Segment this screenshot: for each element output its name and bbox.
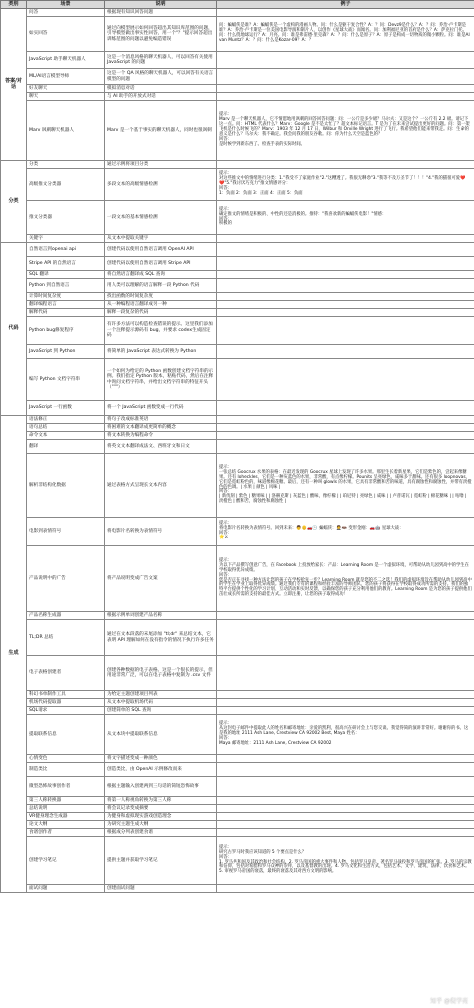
example-line: 一张总结 Goocrux 水果的表格：在最近发现的 Goocrux 星球上发现了许多水果。那里生长着新星果，它们是紫色的，尝起来像糖果。还有 loheckles，它们是一种灰蓝色的水果，非常酸，有点像柠檬。Pounits 呈亮绿色，咸味多于甜味。还有很多 loopnovas，它们是霓虹粉色的，味道像棉花糖。最后，还有一种叫 glowls 的水果，它具有非常酸和苦的味道，具有腐蚀性和腐蚀性，并带有淡橙色的色调。| 水果 | 颜色 | 风味 | [219, 469, 472, 490]
example-line: 提示： [219, 557, 232, 563]
description-cell: 为研究主题生成大纲 [105, 821, 217, 829]
table-row [1, 85, 474, 93]
category-cell: 分类 [1, 161, 27, 243]
description-cell: 将文字描述变成一种颜色 [105, 755, 217, 763]
example-cell [217, 201, 474, 235]
example-line: 为以下产品撰写创意广告，在 Facebook 上投放给家长：产品：Learning Room 是一个虚拟环境，可帮助从幼儿园到高中的学生在学校取得优异成绩。 [219, 562, 469, 573]
example-cell [217, 837, 474, 885]
scene-cell: Marv 讽刺聊天机器人 [27, 101, 105, 161]
table-body [1, 9, 474, 893]
scene-cell: 产品名称生成器 [27, 612, 105, 620]
example-cell [217, 69, 474, 85]
scene-cell: 如实回答 [27, 17, 105, 52]
example-line: 将电影片名转换为表情符号。回到未来：👨👴🚗🕒 蝙蝠侠：🤵🦇 变形金刚：🚗🤖 星球大战： [219, 525, 404, 531]
table-row [1, 257, 474, 271]
scene-cell: JavaScript 到 Python [27, 345, 105, 359]
example-line: 回答： [219, 572, 232, 578]
example-line: 研究古罗马时我应该知道的 5 个要点是什么？ [219, 849, 307, 855]
description-cell: 创建各种数据的电子表格。这是一个很长的提示，但用途非常广泛，可以在电子表格中复制为 .csv 文件 [105, 656, 217, 691]
description-cell: 将一个 JavaScript 函数变成一行代码 [105, 401, 217, 416]
example-cell [217, 813, 474, 821]
scene-cell: 科幻书单制作工具 [27, 691, 105, 699]
table-row [1, 101, 474, 161]
table-row [1, 93, 474, 101]
category-cell: 生成 [1, 416, 27, 893]
description-cell: Marv 是一个基于事实的聊天机器人，同时也很讽刺 [105, 101, 217, 161]
description-cell: 根据现有知识回答问题 [105, 9, 217, 17]
table-row [1, 401, 474, 416]
description-cell: 将句子改成标准英语 [105, 416, 217, 424]
scene-cell: 计算时间复杂度 [27, 293, 105, 301]
example-cell [217, 755, 474, 763]
description-cell: 将电影片名转换为表情符号 [105, 518, 217, 546]
scene-cell: 语句总结 [27, 424, 105, 432]
scene-cell: 面试问题 [27, 885, 105, 893]
example-line: 是时候学到新东西了。检查手表的实际时间。 [219, 141, 305, 147]
example-cell [217, 416, 474, 424]
scene-cell: 高级推文分类器 [27, 169, 105, 201]
description-cell: 这是一个 QA 风格的聊天机器人，可以回答有关语言模型的问题 [105, 69, 217, 85]
description-cell: 将产品说明变成广告文案 [105, 546, 217, 612]
description-cell: 创建简单的 SQL 查询 [105, 707, 217, 715]
example-cell [217, 293, 474, 301]
example-line: 您是否正在寻找一种方法让您的孩子在学校抢先一步？Learning Room 就是您的不二之选！我们的虚拟环境旨在帮助从幼儿园到高中的学生在学业上取得优异成绩。通过我们专有的课程和经验丰富的导师团队，您的孩子将获得在学校取得成功所需的支持。我们的独特平台提供个性化的学习计划、互动活动和实时反馈，以确保您的孩子充分利用他们的教育。Learning Room 是为您的孩子提供他们茁壮成长所需的支持的最佳方式。立即注册，让您的孩子取得成功！ [219, 577, 472, 598]
table-row [1, 432, 474, 440]
example-cell [217, 257, 474, 271]
example-line: 1. 罗马共和国及其政治和社会结构。2. 罗马帝国的重大事件和人物，包括罗马皇帝、著名罗马战役和罗马帝国的扩张。3. 罗马的宗教和信仰，包括对希腊和罗马众神的崇拜，以及基督教的出现。4. 罗马文化和生活方式，包括艺术、文学、建筑、法律、饮食和艺术。5. 审视罗马帝国的衰落，最终的衰落及其对西方文明的影响。 [219, 859, 472, 875]
example-cell [217, 345, 474, 359]
example-cell [217, 401, 474, 416]
table-row [1, 243, 474, 257]
description-cell: 从文本中提取机场代码 [105, 699, 217, 707]
description-cell: 提供主题并获取学习笔记 [105, 837, 217, 885]
example-cell [217, 432, 474, 440]
scene-cell: JavaScript 助手聊天机器人 [27, 52, 105, 69]
scene-cell: Python 到自然语言 [27, 279, 105, 293]
description-cell: 从文本块中提取联系信息 [105, 715, 217, 755]
table-row [1, 829, 474, 837]
description-cell: 创建代码以使用自然语言调用 Stripe API [105, 257, 217, 271]
scene-cell: 论文大纲 [27, 821, 105, 829]
description-cell: 将简单的 JavaScript 表达式转换为 Python [105, 345, 217, 359]
watermark: 知乎 @倪学亮 [430, 998, 468, 1005]
table-row [1, 813, 474, 821]
example-cell [217, 279, 474, 293]
example-line: 提示： [219, 464, 232, 470]
example-cell [217, 612, 474, 620]
description-cell: 从一种编程语言翻译成另一种 [105, 301, 217, 309]
category-cell: 答案/对话 [1, 9, 27, 161]
example-cell [217, 797, 474, 805]
scene-cell: 微型恐怖故事创作者 [27, 777, 105, 797]
description-cell: 模拟消息对话 [105, 85, 217, 93]
example-cell [217, 620, 474, 656]
example-line: 提示： [219, 112, 232, 118]
table-row [1, 777, 474, 797]
example-cell [217, 699, 474, 707]
category-cell: 代码 [1, 243, 27, 416]
table-row [1, 612, 474, 620]
header-example: 例子 [217, 1, 474, 9]
table-row [1, 17, 474, 52]
table-row [1, 345, 474, 359]
scene-cell: 电影到表情符号 [27, 518, 105, 546]
scene-cell: 提取联系信息 [27, 715, 105, 755]
description-cell: 为给定主题创建项目列表 [105, 691, 217, 699]
example-cell [217, 101, 474, 161]
example-cell [217, 715, 474, 755]
scene-cell: Python bug修复程序 [27, 317, 105, 345]
table-row [1, 301, 474, 309]
description-cell: 创造类比，由 OpenAI 示例修改而来 [105, 763, 217, 777]
scene-cell: 创建学习笔记 [27, 837, 105, 885]
description-cell: 从文本中提取关键字 [105, 235, 217, 243]
scene-cell: ML/AI语言模型导师 [27, 69, 105, 85]
scene-cell: 推文分类器 [27, 201, 105, 235]
example-line: ⭐️⚔ [219, 535, 229, 541]
example-cell [217, 518, 474, 546]
scene-cell: SQL 翻译 [27, 271, 105, 279]
scene-cell: 自然语言到openai api [27, 243, 105, 257]
scene-cell: 编写 Python 文档字符串 [27, 359, 105, 401]
header-category: 类别 [1, 1, 27, 9]
table-row [1, 293, 474, 301]
example-cell [217, 17, 474, 52]
description-cell: 通过向模型展示如何回答超出其知识库范围的问题，引导模型做出事实性回答，用一个"？"提示回答超出训练范围的问题以避免编造错误 [105, 17, 217, 52]
table-row [1, 837, 474, 885]
table-row [1, 9, 474, 17]
example-cell [217, 317, 474, 345]
table-row [1, 169, 474, 201]
description-cell: 有许多方法可以构造检查错误的提示。这里我们添加一个注释提示源码有 bug，并要求 codex生成固定码 [105, 317, 217, 345]
scene-cell: 制造类比 [27, 763, 105, 777]
description-cell: 将文本转换为编程命令 [105, 432, 217, 440]
example-cell [217, 235, 474, 243]
example-line: 提示： [219, 520, 232, 526]
scene-cell: 关键字 [27, 235, 105, 243]
example-line: 回答： [219, 530, 232, 536]
description-cell: 用人类可以理解的语言解释一段 Python 代码 [105, 279, 217, 293]
scene-cell: 解析非结构化数据 [27, 454, 105, 518]
example-cell [217, 359, 474, 401]
example-cell [217, 440, 474, 454]
table-row [1, 235, 474, 243]
example-line: 回答： [219, 216, 232, 222]
description-cell: 通过示例将项目分类 [105, 161, 217, 169]
scene-cell: 总结说明 [27, 805, 105, 813]
description-cell: 根据主题输入创建两到三句话的简短恐怖故事 [105, 777, 217, 797]
example-cell [217, 301, 474, 309]
table-row [1, 201, 474, 235]
description-cell: 解释一段复杂的代码 [105, 309, 217, 317]
example-cell [217, 885, 474, 893]
scene-cell: 聊天 [27, 93, 105, 101]
example-line: 积极的 [219, 221, 232, 227]
description-cell: 将自然语言翻译成 SQL 查询 [105, 271, 217, 279]
example-cell [217, 691, 474, 699]
scene-cell: 解释代码 [27, 309, 105, 317]
table-row [1, 309, 474, 317]
description-cell: 通过在文本段落的末尾添加 "tl;dr" 来总结文本，它表明 API 理解如何在没有指令的情况下执行许多任务 [105, 620, 217, 656]
scene-cell: 翻译 [27, 440, 105, 454]
example-cell [217, 271, 474, 279]
description-cell: 将会议记录变成摘要 [105, 805, 217, 813]
example-line: 回答： [219, 185, 232, 191]
header-description: 说明 [105, 1, 217, 9]
example-line: 提示： [219, 206, 232, 212]
scene-cell: 语法修正 [27, 416, 105, 424]
table-row [1, 454, 474, 518]
description-cell: 多段文本的高级情感检测 [105, 169, 217, 201]
table-row [1, 317, 474, 345]
table-row [1, 656, 474, 691]
description-cell: 一段文本的基本情感检测 [105, 201, 217, 235]
description-cell: 创建面试问题 [105, 885, 217, 893]
table-row [1, 821, 474, 829]
table-row [1, 885, 474, 893]
example-cell [217, 85, 474, 93]
table-row [1, 279, 474, 293]
scene-cell: VR健身理念生成器 [27, 813, 105, 821]
table-row [1, 805, 474, 813]
example-line: Marv 是一个聊天机器人，它不情愿地用讽刺的回答回答问题：问：一公斤是多少磅？马尔夫：又是这个？一公斤有 2.2 磅。请记下这一点。问：HTML 代表什么？Marv：Google 是不是太忙了？超文本标记语言。T 是为了在未来尝试提出更好的问题。问：第一架飞机是什么时候飞的？Marv：1903 年 12 月 17 日，Wilbur 和 Orville Wright 进行了飞行。我希望他们能来带我走。问：生命的意义是什么？马尔夫：我不确定。我会问我的朋友谷歌。问：你为什么天空是蓝色的？ [219, 117, 470, 137]
example-cell [217, 821, 474, 829]
description-cell: 找出函数的时间复杂度 [105, 293, 217, 301]
table-row [1, 707, 474, 715]
example-cell [217, 454, 474, 518]
example-line: Maya 邮寄地址：2111 Ash Lane, Crestview CA 92002 [219, 740, 332, 746]
description-cell: 根据成分列表创建食谱 [105, 829, 217, 837]
table-row [1, 271, 474, 279]
table-row [1, 161, 474, 169]
scene-cell: Stripe API 的自然语言 [27, 257, 105, 271]
example-cell [217, 777, 474, 797]
table-row [1, 359, 474, 401]
example-cell [217, 805, 474, 813]
example-line: 提示： [219, 171, 232, 177]
example-cell [217, 93, 474, 101]
scene-cell: 心情变色 [27, 755, 105, 763]
example-line: 回答： [219, 854, 232, 860]
example-cell [217, 707, 474, 715]
example-cell [217, 309, 474, 317]
scene-cell: 第三人称转换器 [27, 797, 105, 805]
description-cell: 一个如何为给定的 Python 函数创建文档字符串的示例。我们指定 Python 版本，粘贴代码，然后在注释中询问文档字符串，并给出文档字符串的特征开头（"""） [105, 359, 217, 401]
example-cell [217, 763, 474, 777]
table-row [1, 69, 474, 85]
header-scene: 场景 [27, 1, 105, 9]
description-cell: 为健身和虚拟现实游戏创造理念 [105, 813, 217, 821]
example-line: 提示： [219, 721, 232, 727]
example-line: 问：蝙蝠侠是谁？A：蝙蝠侠是一个虚构的漫画人物。问：什么是躯干复合性？A：？问：Devz9是什么？A：？问：乔治·卢卡斯是谁？A：乔治·卢卡斯是一位美国电影导演和制片人，以创作《星球大战》而闻名。问：加利福尼亚的首府是什么？A：萨克拉门托。问：什么绕地球运行？A：月亮。问：谁是弗雷德·里克森？A：？问：什么是原子？A：原子是构成一切物质的微小颗粒。问：谁是Alvan Muntz？A：？问：什么是Kozar-09？A：？ [219, 23, 470, 43]
description-cell: 根据示例单词创建产品名称 [105, 612, 217, 620]
table-row [1, 546, 474, 612]
example-line: 回答： [219, 489, 232, 495]
example-cell [217, 656, 474, 691]
description-cell: 将困难的文本翻译成更简单的概念 [105, 424, 217, 432]
scene-cell: TL;DR 总结 [27, 620, 105, 656]
example-line: 1：负面 2：负面 3：正面 4：正面 5：负面 [219, 190, 303, 196]
table-row [1, 797, 474, 805]
table-row [1, 424, 474, 432]
table-row [1, 518, 474, 546]
table-row [1, 755, 474, 763]
scene-cell: 好友聊天 [27, 85, 105, 93]
table-row [1, 763, 474, 777]
example-line: | 新伐刻 | 紫色 | 糖果味 | | 洛赫克斯 | 灰蓝色 | 酸味，像柠檬 | | 珀尼特 | 亮绿色 | 咸味 | | 卢普诺瓦 | 霓虹粉 | 棉花糖味 | | 咕噜 | 淡橙色 | 酸和苦，腐蚀性和腐蚀性 | [219, 494, 467, 505]
example-line: 对这些推文中的情绪进行分类：1."我受不了家庭作业"2."这糟透了。我很无聊😠"3."我等不及万圣节了！！！"4."我的猫很可爱❤️❤️"5."我讨厌巧克力"推文情感评分： [219, 176, 466, 187]
description-cell: 与 AI 助手的开放式对话 [105, 93, 217, 101]
table-row [1, 440, 474, 454]
scene-cell: 翻译编程语言 [27, 301, 105, 309]
header-row [1, 1, 474, 9]
scene-cell: 食谱创作者 [27, 829, 105, 837]
example-line: 确定推文的情绪是积极的、中性的还是消极的。推特："我喜欢新的蝙蝠侠电影！"情感： [219, 211, 387, 217]
table-row [1, 715, 474, 755]
example-cell [217, 9, 474, 17]
description-cell: 通过表格方式呈现长文本内容 [105, 454, 217, 518]
example-line: 回答： [219, 735, 232, 741]
description-cell: 将英文文本翻译成法文、西班牙文和日文 [105, 440, 217, 454]
example-cell [217, 52, 474, 69]
description-cell: 创建代码以使用自然语言调用 OpenAI API [105, 243, 217, 257]
example-cell [217, 424, 474, 432]
table-row [1, 699, 474, 707]
scene-cell: SQL请求 [27, 707, 105, 715]
scene-cell: 问答 [27, 9, 105, 17]
example-line: 提示： [219, 844, 232, 850]
scene-cell: 机场代码提取器 [27, 699, 105, 707]
description-cell: 这是一个消息风格的聊天机器人，可以回答有关使用 JavaScript 的问题 [105, 52, 217, 69]
table-row [1, 52, 474, 69]
example-cell [217, 829, 474, 837]
example-cell [217, 161, 474, 169]
example-cell [217, 546, 474, 612]
scene-cell: 命令文本 [27, 432, 105, 440]
scene-cell: 产品说明中的广告 [27, 546, 105, 612]
description-cell: 将第一人称视角转换为第三人称 [105, 797, 217, 805]
table-row [1, 691, 474, 699]
scene-cell: JavaScript 一行函数 [27, 401, 105, 416]
scene-cell: 电子表格创建者 [27, 656, 105, 691]
example-cell [217, 169, 474, 201]
example-cell [217, 243, 474, 257]
scene-cell: 分类 [27, 161, 105, 169]
example-line: 回答： [219, 136, 232, 142]
table-row [1, 416, 474, 424]
example-line: 从这封电子邮件中提取此人的姓名和邮寄地址：亲爱的凯利，很高兴在研讨会上与您交谈。我觉得简的演讲非常好。谢谢你的书。这是我的地址 2111 Ash Lane, Crestview CA 92002 Best, Maya 姓名： [219, 726, 469, 737]
table-row [1, 620, 474, 656]
